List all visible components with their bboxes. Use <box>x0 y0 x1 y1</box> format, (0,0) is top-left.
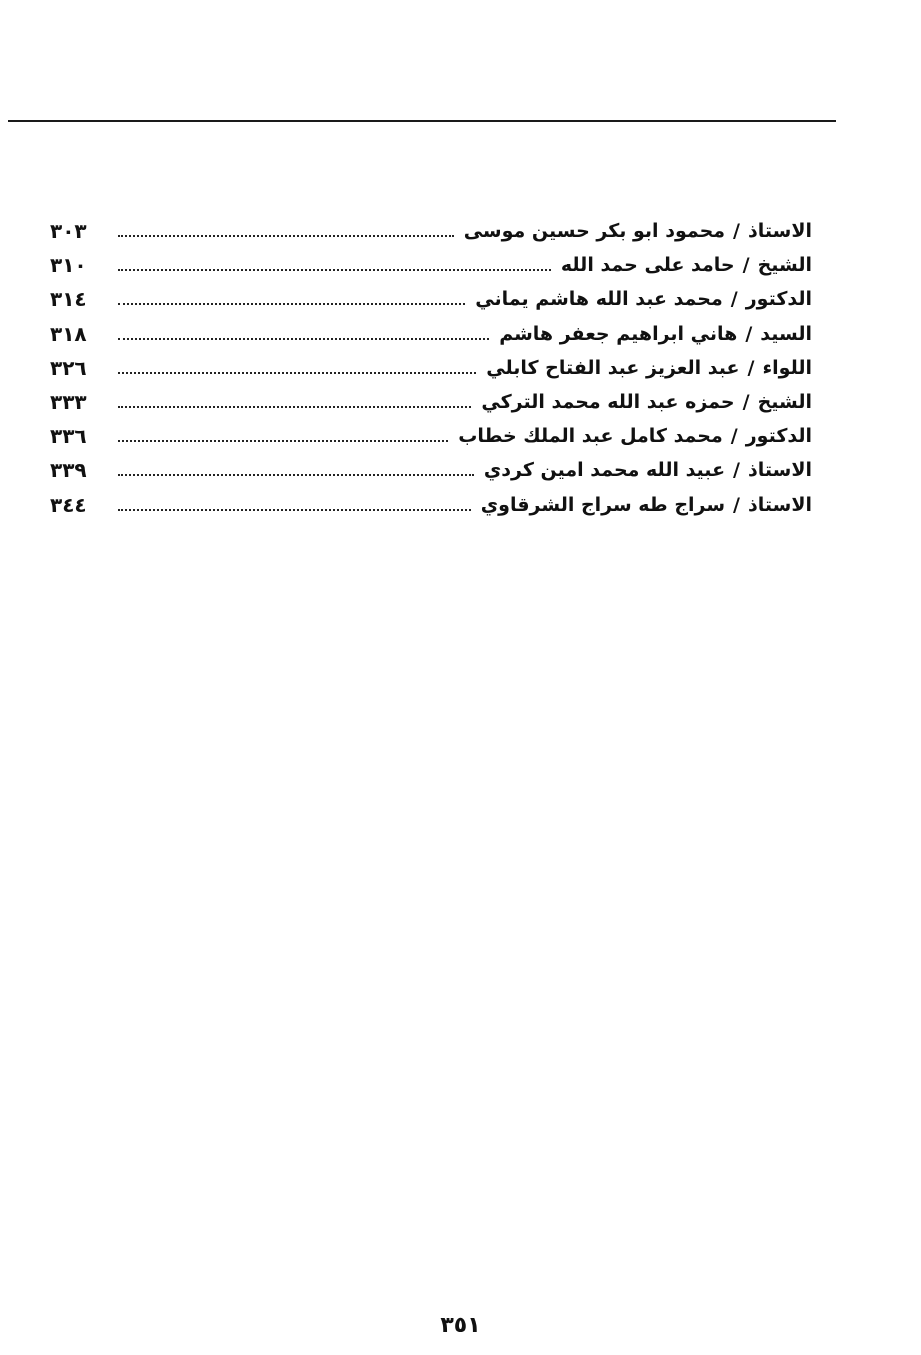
toc-entry <box>50 385 812 419</box>
toc-entry-separator: / <box>742 391 750 414</box>
toc-entry-page-number: ٣١٨ <box>50 321 87 346</box>
toc-entry-title <box>475 288 812 310</box>
toc-entry-title <box>458 425 812 447</box>
toc-entry-separator: / <box>745 322 753 345</box>
toc-entry <box>50 419 812 453</box>
toc-entry-separator: / <box>742 254 750 277</box>
toc-dot-leader <box>118 406 471 408</box>
toc-dot-leader <box>118 269 551 271</box>
page-number: ٣٥١ <box>440 1313 481 1338</box>
toc-entry <box>50 214 812 248</box>
toc-entry <box>50 453 812 487</box>
toc-entry-name: هاني ابراهيم جعفر هاشم <box>499 322 738 345</box>
toc-entry-prefix: السيد <box>760 322 812 345</box>
toc-entry-page-number: ٣١٠ <box>50 253 87 278</box>
toc-entry-page-number: ٣٢٦ <box>50 355 87 380</box>
toc-entry-name: حمزه عبد الله محمد التركي <box>481 391 735 414</box>
toc-entry-title <box>486 357 812 379</box>
toc-entry-page-number: ٣٣٦ <box>50 424 87 449</box>
toc-entry-title <box>464 220 812 242</box>
toc-entry-title <box>481 391 812 413</box>
toc-dot-leader <box>118 338 489 340</box>
toc-entry-page-number: ٣١٤ <box>50 287 87 312</box>
toc-entry <box>50 282 812 316</box>
toc-entry-title <box>499 323 812 345</box>
toc-entry <box>50 248 812 282</box>
toc-entry-name: عبيد الله محمد امين كردي <box>483 459 726 482</box>
toc-entry-page-number: ٣٣٩ <box>50 458 87 483</box>
toc-dot-leader <box>118 474 474 476</box>
toc-entry-separator: / <box>733 220 740 243</box>
toc-entry-prefix: الشيخ <box>757 391 812 414</box>
toc-entry-prefix: الدكتور <box>745 425 812 448</box>
toc-entry-title <box>481 494 812 516</box>
toc-entry-title <box>561 254 812 276</box>
toc-entry <box>50 317 812 351</box>
toc-entry-prefix: الاستاذ <box>748 493 812 516</box>
toc-entry-separator: / <box>730 425 738 448</box>
table-of-contents <box>50 214 812 522</box>
toc-entry-prefix: الاستاذ <box>748 220 812 243</box>
toc-entry-name: محمود ابو بكر حسين موسى <box>463 220 726 243</box>
toc-entry-separator: / <box>733 493 740 516</box>
toc-entry-page-number: ٣٠٣ <box>50 219 87 244</box>
toc-entry <box>50 488 812 522</box>
toc-entry-separator: / <box>733 459 740 482</box>
toc-entry-title <box>484 459 812 481</box>
toc-entry-page-number: ٣٣٣ <box>50 390 87 415</box>
header-rule <box>8 120 836 122</box>
toc-dot-leader <box>118 303 465 305</box>
toc-entry-prefix: اللواء <box>762 356 812 379</box>
toc-entry-name: حامد على حمد الله <box>560 254 735 277</box>
toc-entry-name: سراج طه سراج الشرقاوي <box>480 493 726 516</box>
toc-dot-leader <box>118 235 454 237</box>
toc-entry-prefix: الدكتور <box>745 288 812 311</box>
toc-entry-separator: / <box>730 288 738 311</box>
toc-entry-prefix: الاستاذ <box>748 459 812 482</box>
toc-entry-separator: / <box>747 356 755 379</box>
toc-entry <box>50 351 812 385</box>
toc-entry-name: محمد عبد الله هاشم يماني <box>475 288 723 311</box>
toc-entry-page-number: ٣٤٤ <box>50 492 87 517</box>
toc-entry-name: عبد العزيز عبد الفتاح كابلي <box>486 356 740 379</box>
toc-entry-name: محمد كامل عبد الملك خطاب <box>458 425 723 448</box>
toc-entry-prefix: الشيخ <box>757 254 812 277</box>
toc-dot-leader <box>118 372 476 374</box>
toc-dot-leader <box>118 509 471 511</box>
toc-dot-leader <box>118 440 448 442</box>
